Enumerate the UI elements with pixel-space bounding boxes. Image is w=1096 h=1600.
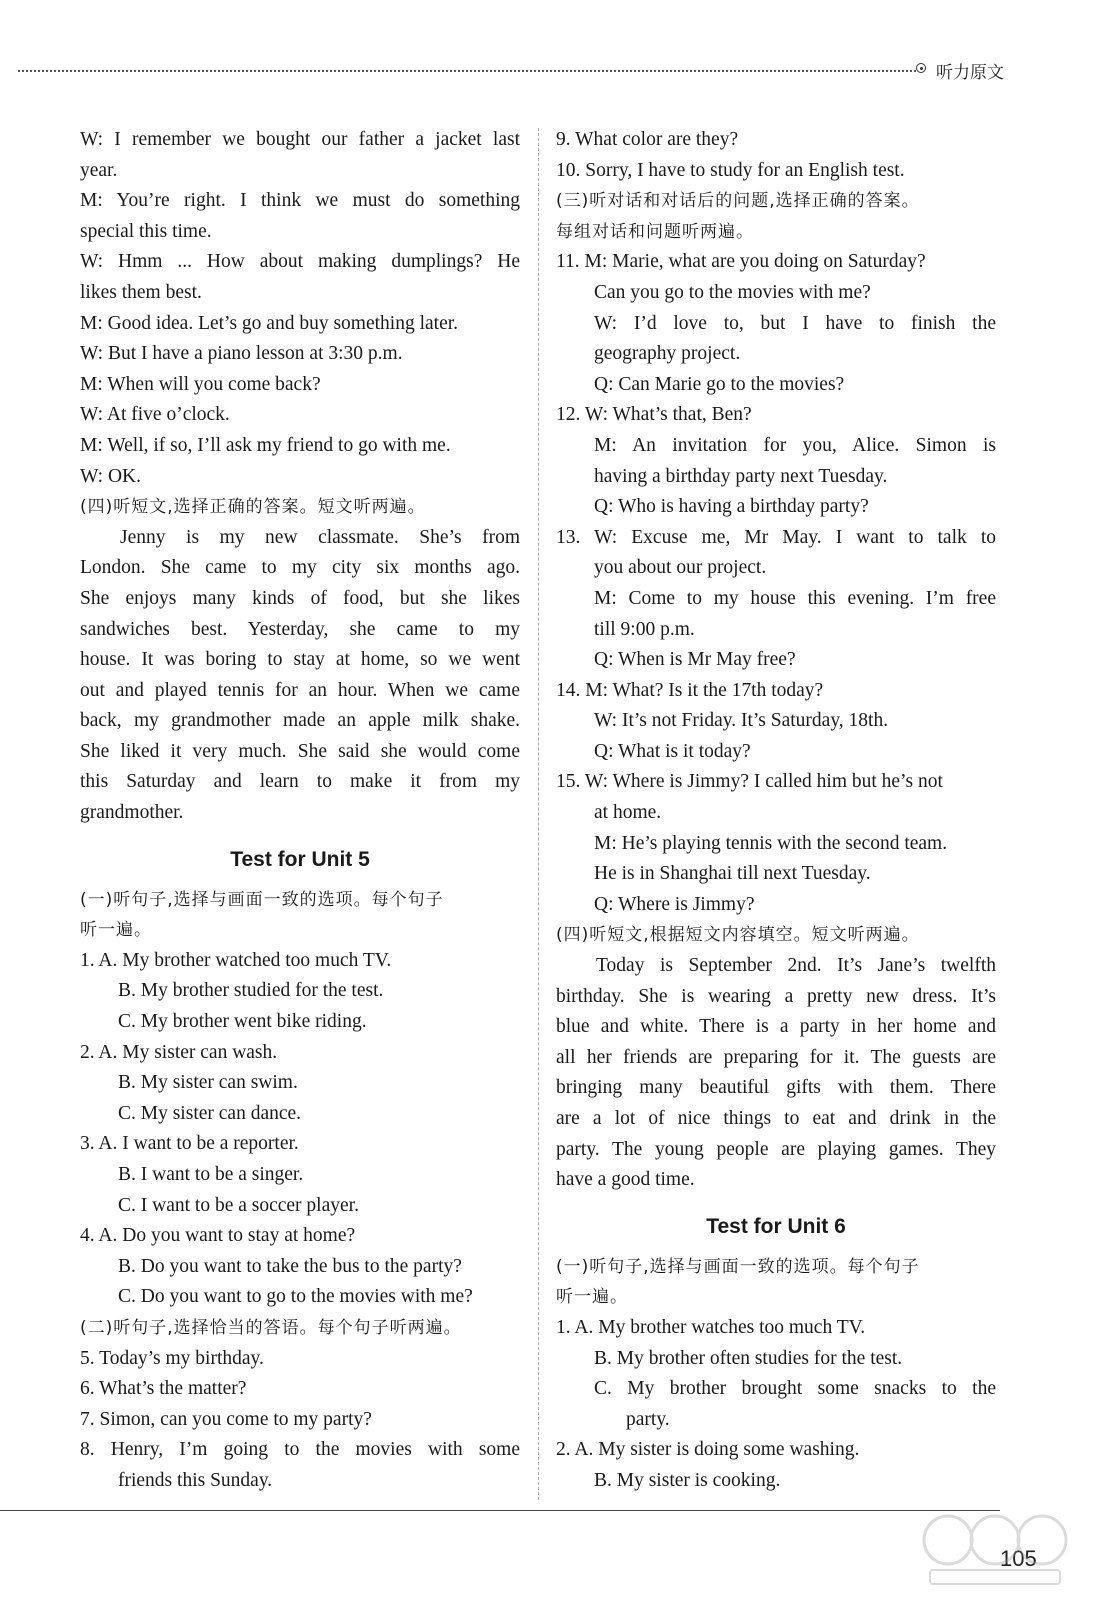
text-line: W: Hmm ... How about making dumplings? He <box>80 251 520 273</box>
text-line: have a good time. <box>556 1169 695 1191</box>
watermark-logo-icon <box>920 1500 1070 1590</box>
left-column <box>80 125 520 1497</box>
passage-block <box>80 523 520 829</box>
text-line: W: At five o’clock. <box>80 404 230 426</box>
text-line: this Saturday and learn to make it from my <box>80 771 520 793</box>
text-line: blue and white. There is a party in her home and <box>556 1016 996 1038</box>
dialogue-block <box>80 125 520 492</box>
page-number: 105 <box>1000 1546 1037 1571</box>
text-line: M: Good idea. Let’s go and buy something later. <box>80 312 459 334</box>
text-line: having a birthday party next Tuesday. <box>594 465 888 487</box>
unit-5-title: Test for Unit 5 <box>230 847 370 871</box>
option-item: B. I want to be a singer. <box>118 1164 304 1185</box>
option-item: B. Do you want to take the bus to the party? <box>118 1255 462 1277</box>
text-line: sandwiches best. Yesterday, she came to my <box>80 618 520 640</box>
option-item: B. My brother studied for the test. <box>118 980 384 1002</box>
text-line: party. The young people are playing games. They <box>556 1138 996 1160</box>
text-line: Today is September 2nd. It’s Jane’s twelfth <box>596 955 996 977</box>
passage-block <box>556 951 996 1196</box>
text-line: Q: What is it today? <box>594 740 751 762</box>
text-line: likes them best. <box>80 281 202 303</box>
text-line: Jenny is my new classmate. She’s from <box>120 526 520 548</box>
text-line: He is in Shanghai till next Tuesday. <box>594 863 871 885</box>
footer-rule <box>0 1510 1000 1511</box>
right-column <box>556 125 996 1497</box>
option-item: B. My sister can swim. <box>118 1072 298 1094</box>
dialogue-questions <box>556 247 996 920</box>
question-list <box>80 1344 520 1497</box>
text-line: W: It’s not Friday. It’s Saturday, 18th. <box>594 710 889 732</box>
text-line: Q: Where is Jimmy? <box>594 893 755 915</box>
text-line: M: When will you come back? <box>80 373 321 395</box>
question-item: 5. Today’s my birthday. <box>80 1347 264 1369</box>
question-list <box>556 1313 996 1497</box>
question-item: 12. W: What’s that, Ben? <box>556 404 752 426</box>
running-header: 听力原文 <box>936 63 1004 83</box>
question-item: friends this Sunday. <box>118 1469 273 1491</box>
target-icon <box>916 63 926 73</box>
section-instruction: 听一遍。 <box>556 1287 628 1308</box>
question-item: 2. A. My sister can wash. <box>80 1041 278 1063</box>
text-line: She liked it very much. She said she would come <box>80 740 520 762</box>
option-item: C. My brother brought some snacks to the <box>594 1378 996 1400</box>
question-item: 2. A. My sister is doing some washing. <box>556 1439 860 1461</box>
text-line: birthday. She is wearing a pretty new dress. It’s <box>556 985 996 1007</box>
header-dotted-rule <box>18 70 916 72</box>
option-item: C. Do you want to go to the movies with me? <box>118 1286 473 1308</box>
text-line: are a lot of nice things to eat and drink in the <box>556 1108 996 1129</box>
text-line: M: Well, if so, I’ll ask my friend to go with me. <box>80 434 451 456</box>
section-instruction: (四)听短文,根据短文内容填空。短文听两遍。 <box>556 925 920 946</box>
text-line: W: I’d love to, but I have to finish the <box>594 312 996 334</box>
section-instruction: 每组对话和问题听两遍。 <box>556 221 754 242</box>
text-line: M: Come to my house this evening. I’m free <box>594 587 996 609</box>
section-instruction: (二)听句子,选择恰当的答语。每个句子听两遍。 <box>80 1317 462 1338</box>
option-item: party. <box>626 1408 670 1430</box>
option-item: B. My brother often studies for the test. <box>594 1347 903 1369</box>
option-item: B. My sister is cooking. <box>594 1469 781 1491</box>
text-line: M: An invitation for you, Alice. Simon is <box>594 434 996 456</box>
text-line: special this time. <box>80 220 212 242</box>
question-item: 11. M: Marie, what are you doing on Saturday? <box>556 251 926 273</box>
text-line: Q: Who is having a birthday party? <box>594 496 869 518</box>
text-line: back, my grandmother made an apple milk shake. <box>80 710 520 732</box>
option-item: C. My brother went bike riding. <box>118 1011 367 1033</box>
question-item: 1. A. My brother watched too much TV. <box>80 949 392 971</box>
text-line: Can you go to the movies with me? <box>594 281 871 303</box>
text-line: W: OK. <box>80 465 142 487</box>
text-line: W: I remember we bought our father a jacket last <box>80 129 520 150</box>
text-line: bringing many beautiful gifts with them. There <box>556 1077 996 1099</box>
question-item: 10. Sorry, I have to study for an English test. <box>556 159 905 181</box>
question-item: 8. Henry, I’m going to the movies with some <box>80 1439 520 1461</box>
text-line: She enjoys many kinds of food, but she likes <box>80 587 520 609</box>
text-line: till 9:00 p.m. <box>594 618 695 640</box>
section-instruction: (四)听短文,选择正确的答案。短文听两遍。 <box>80 497 426 518</box>
option-item: C. I want to be a soccer player. <box>118 1194 359 1216</box>
text-line: Q: When is Mr May free? <box>594 649 796 671</box>
question-item: 6. What’s the matter? <box>80 1378 247 1400</box>
text-line: geography project. <box>594 343 741 365</box>
unit-6-title: Test for Unit 6 <box>706 1214 846 1238</box>
text-line: Q: Can Marie go to the movies? <box>594 373 845 395</box>
question-list <box>80 946 520 1313</box>
question-item: 13. W: Excuse me, Mr May. I want to talk to <box>556 526 996 548</box>
text-line: year. <box>80 159 118 181</box>
text-line: grandmother. <box>80 802 184 824</box>
question-item: 7. Simon, can you come to my party? <box>80 1408 372 1430</box>
text-line: M: You’re right. I think we must do something <box>80 190 520 212</box>
question-item: 3. A. I want to be a reporter. <box>80 1133 299 1155</box>
text-line: M: He’s playing tennis with the second team. <box>594 832 948 854</box>
question-item: 15. W: Where is Jimmy? I called him but he’s not <box>556 771 943 793</box>
text-line: at home. <box>594 802 662 824</box>
question-item: 14. M: What? Is it the 17th today? <box>556 679 824 701</box>
section-instruction: 听一遍。 <box>80 920 152 941</box>
column-divider <box>538 128 539 1500</box>
text-line: out and played tennis for an hour. When we came <box>80 679 520 701</box>
text-line: London. She came to my city six months ago. <box>80 557 520 579</box>
question-item: 4. A. Do you want to stay at home? <box>80 1225 356 1247</box>
question-item: 9. What color are they? <box>556 129 739 150</box>
section-instruction: (三)听对话和对话后的问题,选择正确的答案。 <box>556 191 920 212</box>
question-item: 1. A. My brother watches too much TV. <box>556 1316 866 1338</box>
text-line: all her friends are preparing for it. The guests are <box>556 1046 996 1068</box>
option-item: C. My sister can dance. <box>118 1102 302 1124</box>
text-line: you about our project. <box>594 557 767 579</box>
section-instruction: (一)听句子,选择与画面一致的选项。每个句子 <box>556 1256 920 1277</box>
text-line: W: But I have a piano lesson at 3:30 p.m. <box>80 343 403 365</box>
text-line: house. It was boring to stay at home, so we went <box>80 649 520 671</box>
section-instruction: (一)听句子,选择与画面一致的选项。每个句子 <box>80 889 444 910</box>
